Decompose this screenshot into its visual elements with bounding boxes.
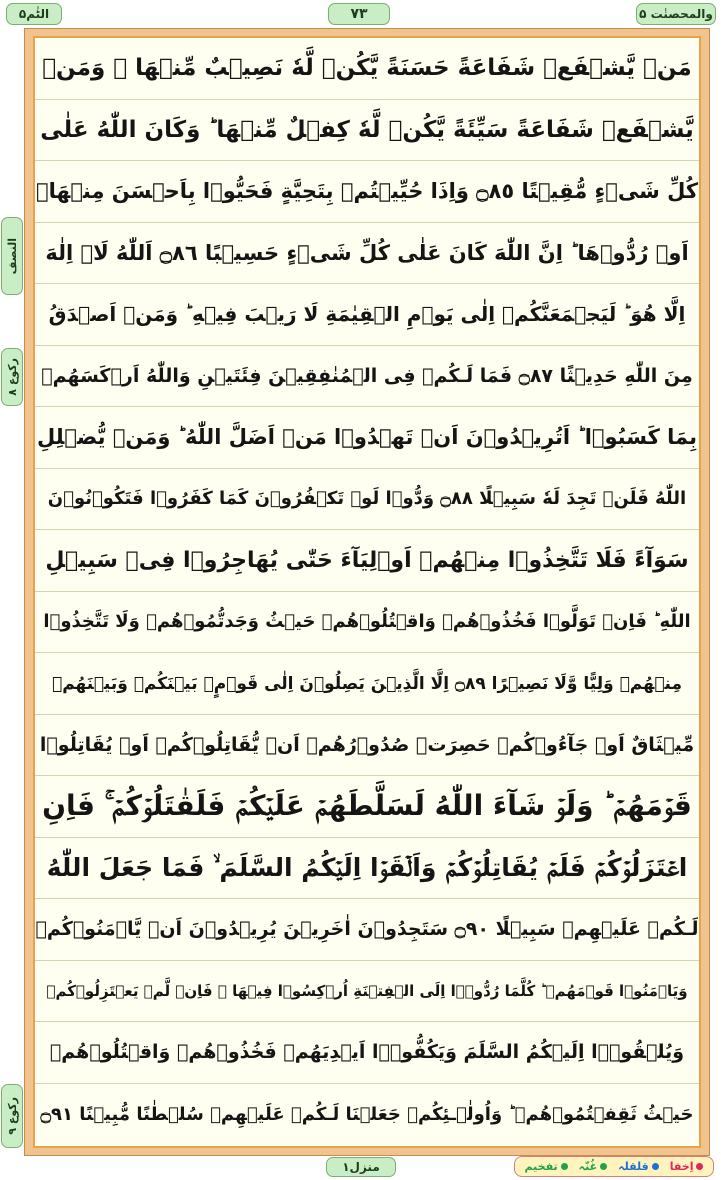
text-line-18: حَيۡثُ ثَقِفۡتُمُوۡهُمۡ​ ؕ وَاُولٰۤـئِكُمۡ جَعَلۡنَا لَـكُمۡ عَلَيۡهِمۡ سُلۡطٰنًا مُّبِيۡنًا ۝٩١ bbox=[40, 1103, 694, 1125]
tajweed-legend bbox=[514, 1156, 714, 1177]
text-line-6: مِنَ اللّٰهِ حَدِيۡثًا ۝٨٧ فَمَا لَـكُمۡ فِى الۡمُنٰفِقِيۡنَ فِئَتَيۡنِ وَاللّٰهُ اَرۡكَسَهُمۡ bbox=[35, 346, 699, 408]
legend-dot bbox=[600, 1163, 607, 1170]
text-line-14: اعۡتَزَلُوۡكُمۡ فَلَمۡ يُقَاتِلُوۡكُمۡ وَاَلۡقَوۡا اِلَيۡكُمُ السَّلَمَ ۙ فَمَا جَعَلَ اللّٰهُ bbox=[35, 838, 699, 900]
legend-dot bbox=[696, 1163, 703, 1170]
text-line-15: لَـكُمۡ عَلَيۡهِمۡ سَبِيۡلًا ۝٩٠ سَتَجِدُوۡنَ اٰخَرِيۡنَ يُرِيۡدُوۡنَ اَنۡ يَّاۡمَنُوۡكُمۡ bbox=[35, 899, 699, 961]
text-line-11: مِنۡهُمۡ وَلِيًّا وَّلَا نَصِيۡرًا ۝٨٩ اِلَّا الَّذِيۡنَ يَصِلُوۡنَ اِلٰى قَوۡمٍۢ بَيۡنَكُمۡ وَبَيۡنَهُمۡ bbox=[35, 653, 699, 715]
legend-dot bbox=[652, 1163, 659, 1170]
surah-name-tab: والمحصنٰت ۵ bbox=[636, 3, 716, 25]
text-line-13: قَوۡمَهُمۡ​ ؕ وَلَوۡ شَآءَ اللّٰهُ لَسَلَّطَهُمۡ عَلَيۡكُمۡ فَلَقٰتَلُوۡكُمۡ​ ۚ فَاِنِ bbox=[35, 776, 699, 838]
legend-item-ikhfa bbox=[670, 1160, 704, 1173]
side-tab-ruku-9 bbox=[1, 1084, 23, 1148]
page-frame bbox=[24, 28, 710, 1156]
text-line-5: اِلَّا هُوَ​ ؕ لَيَجۡمَعَنَّكُمۡ اِلٰى يَوۡمِ الۡقِيٰمَةِ لَا رَيۡبَ فِيۡهِ​ ؕ وَمَنۡ اَصۡدَقُ bbox=[35, 284, 699, 346]
side-tab-label: النصف bbox=[5, 237, 19, 275]
text-line-7: بِمَا كَسَبُوۡا​ ؕ اَتُرِيۡدُوۡنَ اَنۡ تَهۡدُوۡا مَنۡ اَضَلَّ اللّٰهُ​ ؕ وَمَنۡ يُّضۡلِلِ bbox=[35, 407, 699, 469]
text-line-3: كُلِّ شَىۡءٍ مُّقِيۡتًا ۝٨٥ وَاِذَا حُيِّيۡتُمۡ بِتَحِيَّةٍ فَحَيُّوۡا بِاَحۡسَنَ مِنۡهَاۤ bbox=[35, 161, 699, 223]
side-tab-ruku-8 bbox=[1, 348, 23, 406]
text-line-9: سَوَآءً​ فَلَا تَتَّخِذُوۡا مِنۡهُمۡ اَوۡلِيَآءَ حَتّٰى يُهَاجِرُوۡا فِىۡ سَبِيۡلِ bbox=[35, 530, 699, 592]
text-line-8: اللّٰهُ فَلَنۡ تَجِدَ لَهٗ سَبِيۡلًا ۝٨٨ وَدُّوۡا لَوۡ تَكۡفُرُوۡنَ كَمَا كَفَرُوۡا فَتَكُوۡنُوۡنَ bbox=[35, 469, 699, 531]
legend-item-qalqala bbox=[618, 1160, 659, 1173]
legend-label: قلقلہ bbox=[618, 1160, 649, 1173]
legend-label: اِخفا bbox=[669, 1160, 694, 1173]
page-number: ٧٣ bbox=[328, 3, 390, 25]
legend-dot bbox=[561, 1163, 568, 1170]
text-line-2: يَّشۡفَعۡ شَفَاعَةً سَيِّئَةً يَّكُنۡ لَّهٗ كِفۡلٌ مِّنۡهَا​ ؕ وَكَانَ اللّٰهُ عَلٰى bbox=[35, 100, 699, 162]
legend-item-ghunna bbox=[579, 1160, 607, 1173]
text-panel bbox=[33, 36, 701, 1148]
legend-item-tafkheem bbox=[525, 1160, 568, 1173]
text-line-12: مِّيۡثَاقٌ اَوۡ جَآءُوۡكُمۡ حَصِرَتۡ صُدُوۡرُهُمۡ اَنۡ يُّقَاتِلُوۡكُمۡ اَوۡ يُقَاتِلُوۡا bbox=[35, 715, 699, 777]
para-name-tab: الٹٰم۵ bbox=[6, 3, 62, 25]
text-line-10: اللّٰهِ​ ؕ فَاِنۡ تَوَلَّوۡا فَخُذُوۡهُمۡ وَاقۡتُلُوۡهُمۡ حَيۡثُ وَجَدتُّمُوۡهُمۡ​ وَلَا تَتَّخِذُوۡا bbox=[35, 592, 699, 654]
side-tab-label: رکوع ۹ bbox=[5, 1097, 19, 1135]
side-tab-label: رکوع ۸ bbox=[5, 358, 19, 396]
side-tab-nisf bbox=[1, 217, 23, 295]
text-line-4: اَوۡ رُدُّوۡهَا ​ؕ اِنَّ اللّٰهَ كَانَ عَلٰى كُلِّ شَىۡءٍ حَسِيۡبًا ۝٨٦ اَللّٰهُ لَاۤ اِلٰهَ bbox=[35, 223, 699, 285]
manzil-tab: منزل١ bbox=[326, 1157, 396, 1177]
text-line-16: وَيَاۡمَنُوۡا قَوۡمَهُمۡ ؕ كُلَّمَا رُدُّوۡۤا اِلَى الۡفِتۡنَةِ اُرۡكِسُوۡا فِيۡهَا​ ۚ فَاِنۡ لَّمۡ يَعۡتَزِلُوۡكُمۡ bbox=[35, 961, 699, 1023]
legend-label: غُنّہ bbox=[578, 1160, 598, 1173]
text-line-17: وَيُلۡقُوۡۤا اِلَيۡكُمُ السَّلَمَ وَيَكُفُّوۡۤا اَيۡدِيَهُمۡ فَخُذُوۡهُمۡ وَاقۡتُلُوۡهُمۡ bbox=[35, 1022, 699, 1084]
legend-label: تفخیم bbox=[524, 1160, 558, 1173]
text-line-1: مَنۡ يَّشۡفَعۡ شَفَاعَةً حَسَنَةً يَّكُنۡ لَّهٗ نَصِيۡبٌ مِّنۡهَا​ ۚ وَمَنۡ bbox=[35, 38, 699, 100]
